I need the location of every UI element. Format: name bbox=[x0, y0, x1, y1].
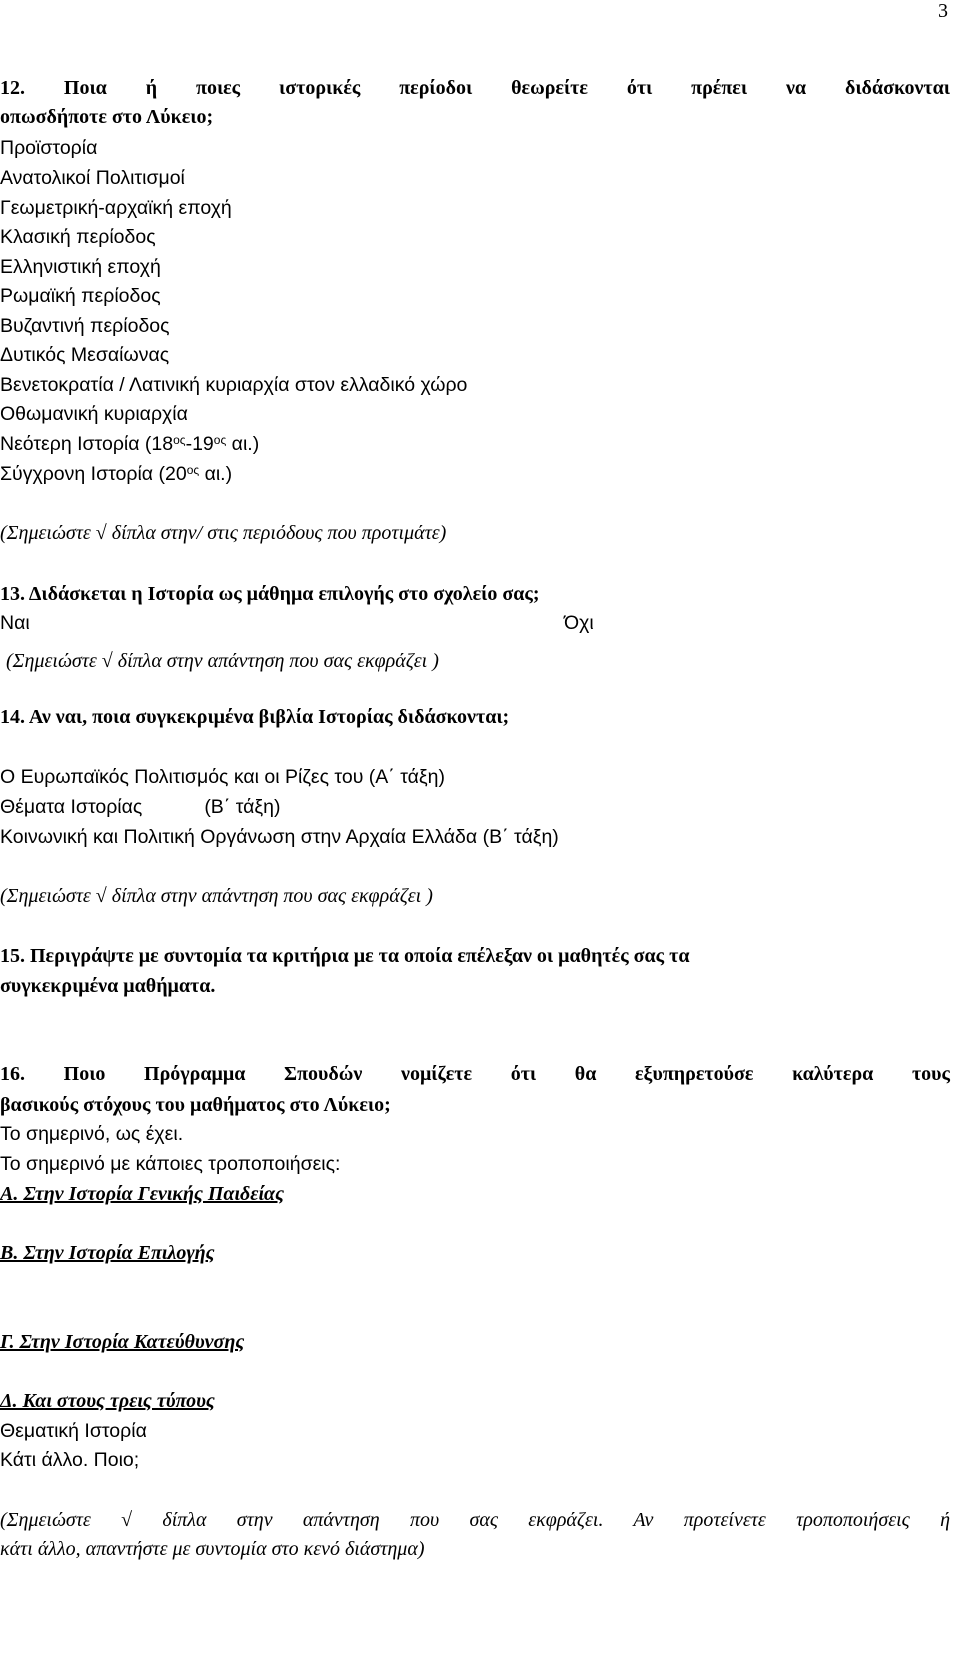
q14-book-option bbox=[0, 795, 281, 819]
q14-book-option: Κοινωνική και Πολιτική Οργάνωση στην Αρχαία Ελλάδα (Β΄ τάξη) bbox=[0, 826, 559, 848]
q14-book-option: Ο Ευρωπαϊκός Πολιτισμός και οι Ρίζες του (Α΄ τάξη) bbox=[0, 766, 445, 788]
book-grade: (Β΄ τάξη) bbox=[204, 796, 281, 818]
q12-title-line2: οπωσδήποτε στο Λύκειο; bbox=[0, 106, 214, 128]
ordinal-superscript: ος bbox=[213, 433, 227, 447]
modern-history-text: αι.) bbox=[226, 433, 260, 455]
contemporary-history-text: αι.) bbox=[199, 463, 233, 485]
q14-title: 14. Αν ναι, ποια συγκεκριμένα βιβλία Ιστορίας διδάσκονται; bbox=[0, 706, 510, 728]
q12-option-contemporary-history bbox=[0, 462, 232, 486]
q16-option-thematic: Θεματική Ιστορία bbox=[0, 1420, 147, 1442]
q12-option: Ρωμαϊκή περίοδος bbox=[0, 285, 161, 307]
ordinal-superscript: ος bbox=[186, 463, 200, 477]
q16-sub-option-c: Γ. Στην Ιστορία Κατεύθυνσης bbox=[0, 1331, 245, 1353]
modern-history-text: Νεότερη Ιστορία (18 bbox=[0, 433, 174, 455]
q13-title: 13. Διδάσκεται η Ιστορία ως μάθημα επιλογής στο σχολείο σας; bbox=[0, 583, 540, 605]
q12-option: Ελληνιστική εποχή bbox=[0, 256, 161, 278]
q16-option-current: Το σημερινό, ως έχει. bbox=[0, 1123, 184, 1145]
q16-note-line2: κάτι άλλο, απαντήστε με συντομία στο κενό διάστημα) bbox=[0, 1538, 425, 1560]
q12-note: (Σημειώστε √ δίπλα στην/ στις περιόδους που προτιμάτε) bbox=[0, 522, 447, 544]
q12-option: Ανατολικοί Πολιτισμοί bbox=[0, 167, 185, 189]
q14-note: (Σημειώστε √ δίπλα στην απάντηση που σας εκφράζει ) bbox=[0, 885, 433, 907]
q12-option: Προϊστορία bbox=[0, 137, 98, 159]
q16-sub-option-d: Δ. Και στους τρεις τύπους bbox=[0, 1390, 215, 1412]
q16-sub-option-b: Β. Στην Ιστορία Επιλογής bbox=[0, 1242, 215, 1264]
q12-title-line1 bbox=[0, 76, 950, 100]
q13-note: (Σημειώστε √ δίπλα στην απάντηση που σας εκφράζει ) bbox=[6, 650, 439, 672]
q16-option-modified: Το σημερινό με κάποιες τροποποιήσεις: bbox=[0, 1153, 341, 1175]
q16-option-other: Κάτι άλλο. Ποιο; bbox=[0, 1449, 140, 1471]
q16-sub-option-a: Α. Στην Ιστορία Γενικής Παιδείας bbox=[0, 1183, 285, 1205]
q15-title-line1: 15. Περιγράψτε με συντομία τα κριτήρια με τα οποία επέλεξαν οι μαθητές σας τα bbox=[0, 945, 690, 967]
book-title: Θέματα Ιστορίας bbox=[0, 796, 143, 818]
q16-title-line1: 16. Ποιο Πρόγραμμα Σπουδών νομίζετε ότι θα εξυπηρετούσε καλύτερα τους bbox=[0, 1063, 950, 1085]
q12-option: Κλασική περίοδος bbox=[0, 226, 156, 248]
q12-option: Οθωμανική κυριαρχία bbox=[0, 403, 188, 425]
modern-history-text: -19 bbox=[185, 433, 214, 455]
q16-note-line1: (Σημειώστε √ δίπλα στην απάντηση που σας εκφράζει. Αν προτείνετε τροποποιήσεις ή bbox=[0, 1509, 950, 1531]
q12-title-text: Ποια ή ποιες ιστορικές περίοδοι θεωρείτε ότι πρέπει να διδάσκονται bbox=[63, 77, 950, 99]
ordinal-superscript: ος bbox=[173, 433, 186, 447]
q12-option: Γεωμετρική-αρχαϊκή εποχή bbox=[0, 197, 232, 219]
q13-answer-yes: Ναι bbox=[0, 612, 30, 634]
page-number: 3 bbox=[938, 0, 948, 22]
q12-option: Βυζαντινή περίοδος bbox=[0, 315, 170, 337]
q12-option: Βενετοκρατία / Λατινική κυριαρχία στον ελλαδικό χώρο bbox=[0, 374, 468, 396]
q12-option: Δυτικός Μεσαίωνας bbox=[0, 344, 170, 366]
contemporary-history-text: Σύγχρονη Ιστορία (20 bbox=[0, 463, 187, 485]
q16-title-line2: βασικούς στόχους του μαθήματος στο Λύκειο; bbox=[0, 1094, 391, 1116]
q12-number: 12. bbox=[0, 77, 25, 99]
q12-option-modern-history bbox=[0, 432, 259, 456]
q13-answer-no: Όχι bbox=[564, 612, 594, 634]
q15-title-line2: συγκεκριμένα μαθήματα. bbox=[0, 975, 216, 997]
